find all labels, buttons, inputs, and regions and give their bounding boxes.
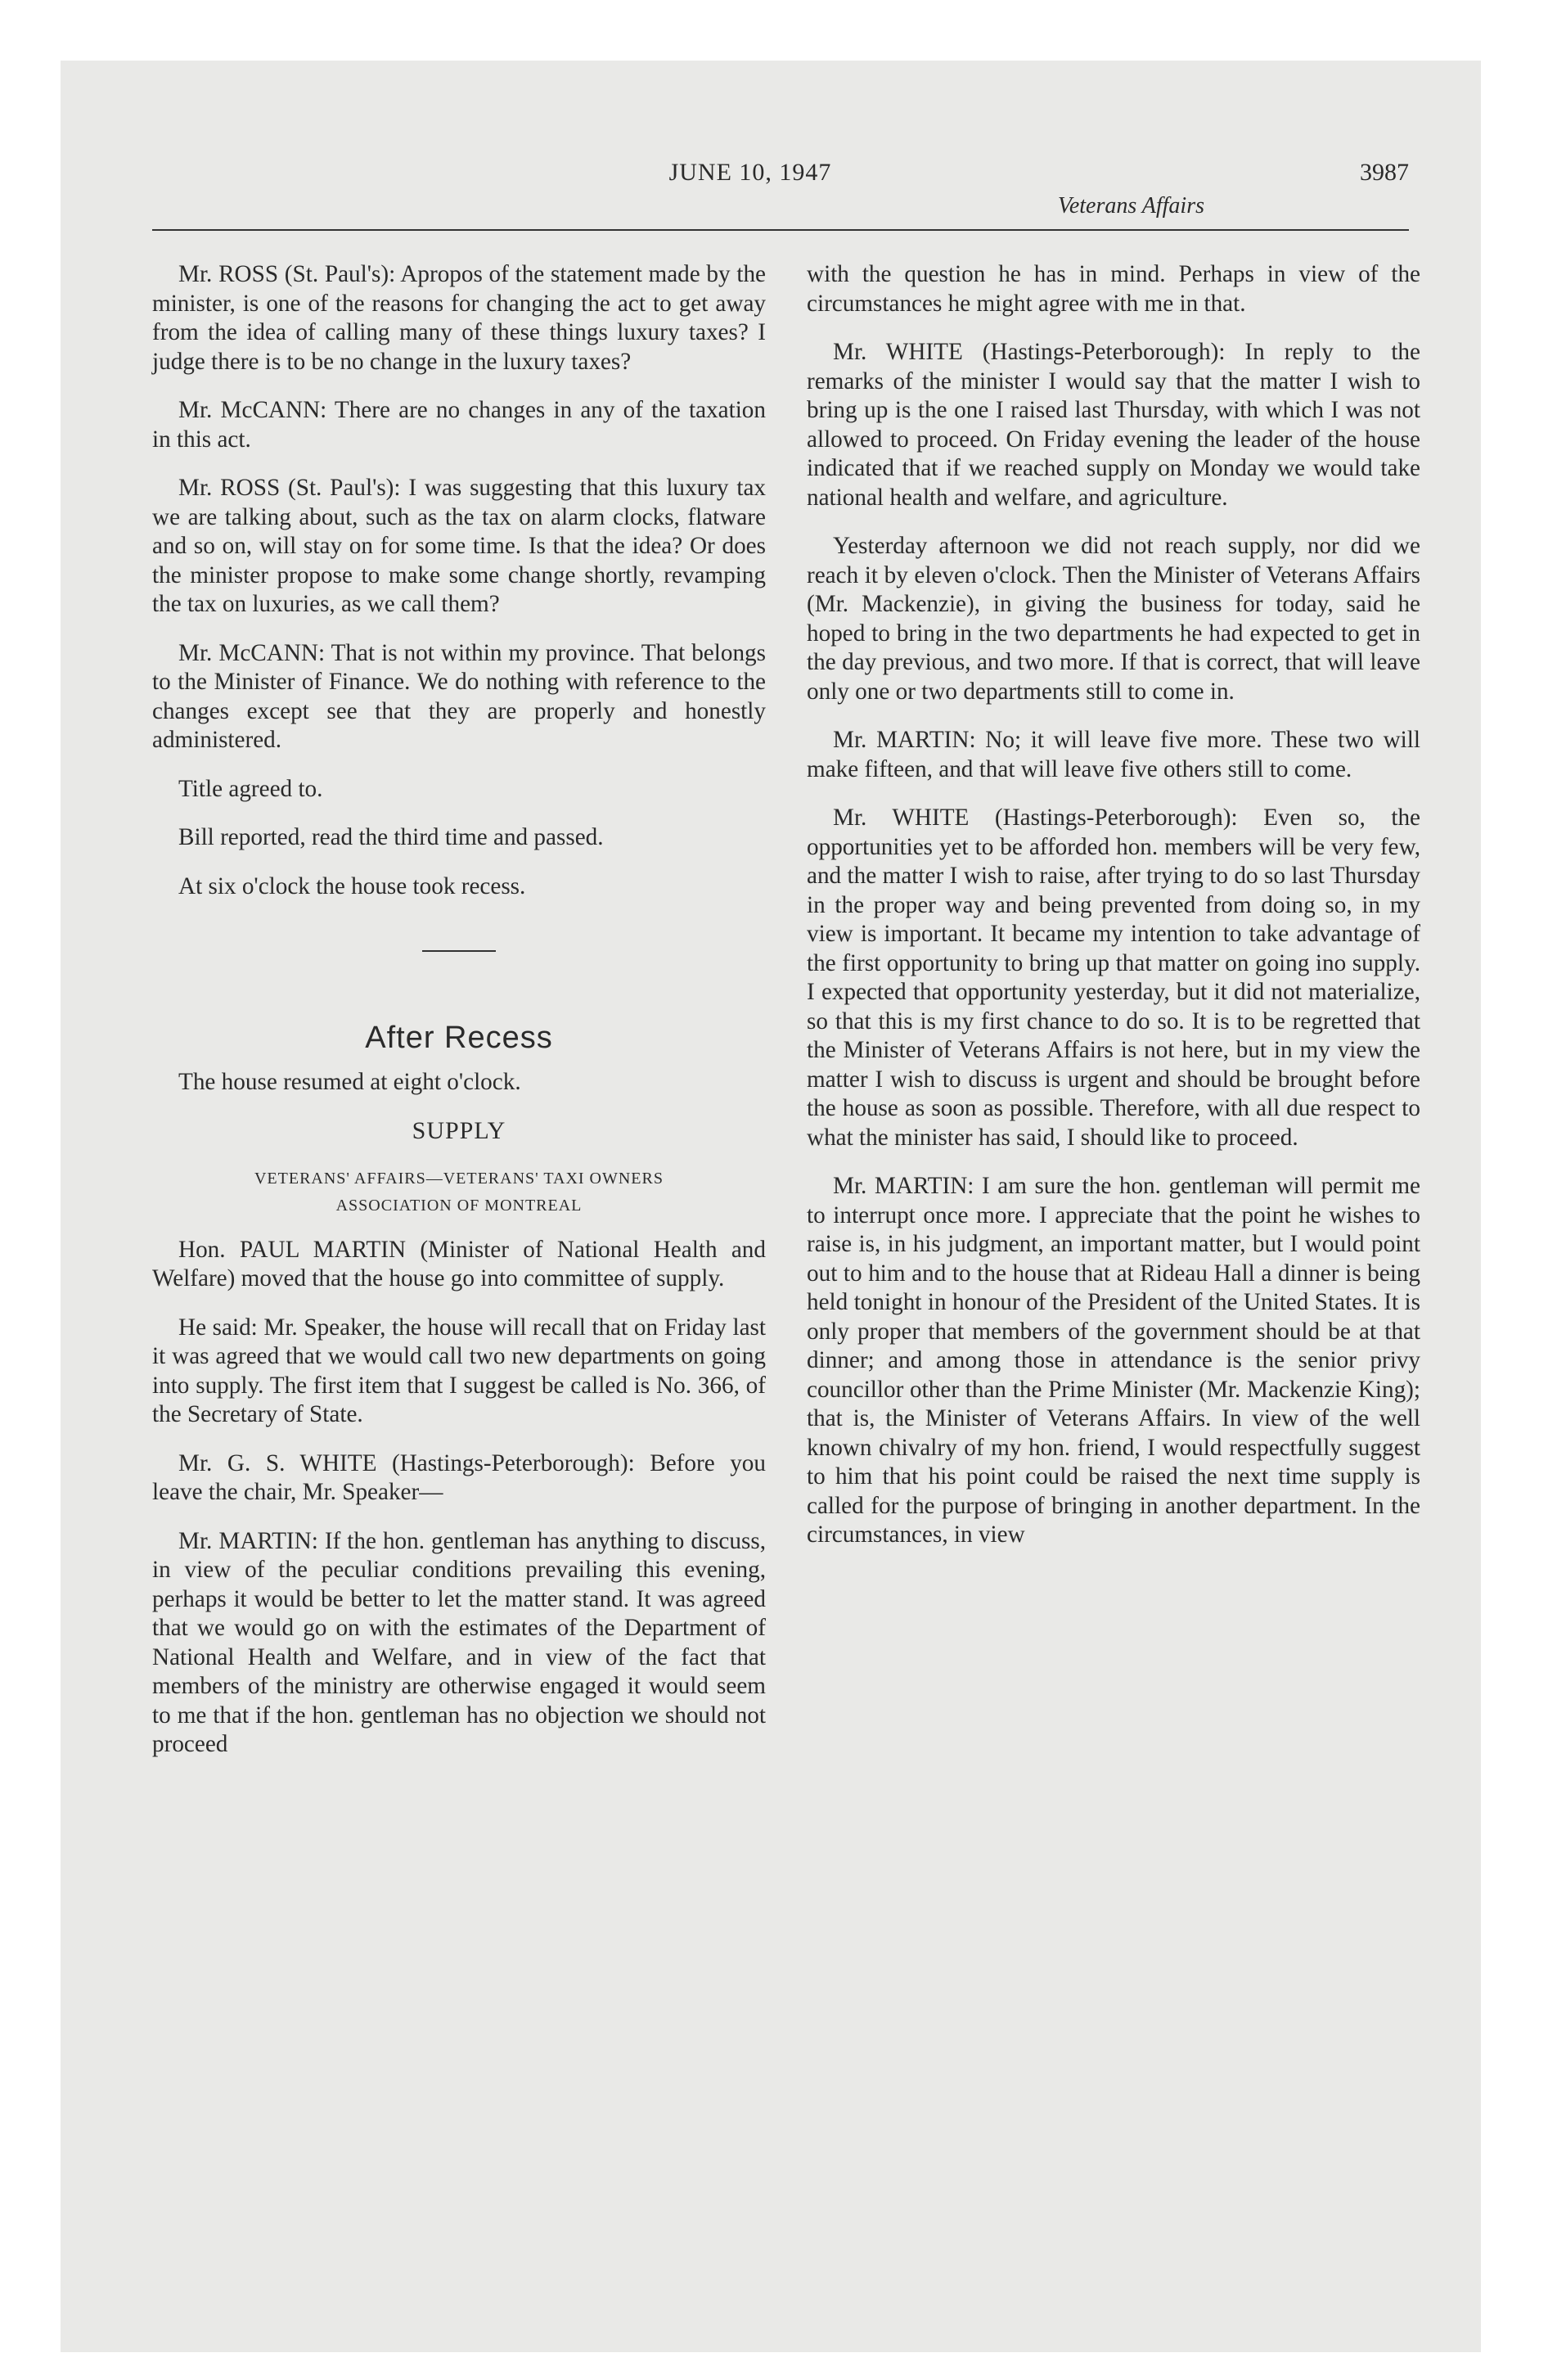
paragraph: Mr. MARTIN: No; it will leave five more. These two will make fifteen, and that will leave five others still to come. (807, 727, 1420, 782)
paragraph: Title agreed to. (178, 775, 323, 802)
heading-after-recess: After Recess (365, 1021, 553, 1055)
header-section: Veterans Affairs (1057, 193, 1204, 219)
left-column (152, 260, 766, 1779)
paragraph: Mr. G. S. WHITE (Hastings-Peterborough): Before you leave the chair, Mr. Speaker— (152, 1449, 766, 1505)
paragraph: Mr. ROSS (St. Paul's): I was suggesting that this luxury tax we are talking about, such as the tax on alarm clocks, flatware and so on, will stay on for some time. Is that the idea? Or does the minister propose to make some change shortly, revamping the tax on luxuries, as we call them? (152, 475, 766, 617)
heading-supply: SUPPLY (412, 1117, 506, 1144)
page-header (92, 152, 1409, 226)
paragraph: Mr. McCANN: That is not within my province. That belongs to the Minister of Finance. We do nothing with reference to the changes except see that they are properly and honestly administered. (152, 639, 766, 753)
subheading-line: ASSOCIATION OF MONTREAL (335, 1196, 583, 1215)
paragraph: Yesterday afternoon we did not reach supply, nor did we reach it by eleven o'clock. Then the Minister of Veterans Affairs (Mr. Mackenzie), in giving the business for today, said he hoped to bring in the two departments he had expected to get in the day previous, and two more. If that is correct, that will leave only one or two departments still to come in. (807, 533, 1420, 705)
paragraph: with the question he has in mind. Perhaps in view of the circumstances he might agree with me in that. (807, 261, 1420, 317)
paragraph: He said: Mr. Speaker, the house will recall that on Friday last it was agreed that we would call two new departments on going into supply. The first item that I suggest be called is No. 366, of the Secretary of State. (152, 1314, 766, 1427)
paragraph: Mr. MARTIN: If the hon. gentleman has anything to discuss, in view of the peculiar conditions prevailing this evening, perhaps it would be better to let the matter stand. It was agreed that we would go on with the estimates of the Department of National Health and Welfare, and in view of the fact that members of the ministry are otherwise engaged it would seem to me that if the hon. gentleman has no objection we should not proceed (152, 1527, 766, 1757)
subheading-line: VETERANS' AFFAIRS—VETERANS' TAXI OWNERS (254, 1169, 664, 1188)
header-date: JUNE 10, 1947 (668, 159, 832, 186)
paragraph: Bill reported, read the third time and passed. (178, 824, 604, 850)
paragraph: Mr. MARTIN: I am sure the hon. gentleman will permit me to interrupt once more. I appreciate that the point he wishes to raise is, in his judgment, an important matter, but I would point out to him and to the house that at Rideau Hall a dinner is being held tonight in honour of the President of the United States. It is only proper that members of the government should be at that dinner; and among those in attendance is the senior privy councillor other than the Prime Minister (Mr. Mackenzie King); that is, the Minister of Veterans Affairs. In view of the well known chivalry of my hon. friend, I would respectfully suggest to him that his point could be raised the next time supply is called for the purpose of bringing in another department. In the circumstances, in view (807, 1173, 1420, 1548)
subheading (152, 1165, 766, 1219)
paragraph: Mr. ROSS (St. Paul's): Apropos of the statement made by the minister, is one of the reasons for changing the act to get away from the idea of calling many of these things luxury taxes? I judge there is to be no change in the luxury taxes? (152, 261, 766, 375)
page-number: 3987 (1360, 159, 1409, 186)
paragraph: Mr. WHITE (Hastings-Peterborough): Even so, the opportunities yet to be afforded hon. members will be very few, and the matter I wish to raise, after trying to do so last Thursday in the proper way and being prevented from doing so, in my view is important. It became my intention to take advantage of the first opportunity to bring up that matter on going ino supply. I expected that opportunity yesterday, but it did not materialize, so that this is my first chance to do so. It is to be regretted that the Minister of Veterans Affairs is not here, but in my view the matter I wish to discuss is urgent and should be brought before the house as soon as possible. Therefore, with all due respect to what the minister has said, I should like to proceed. (807, 805, 1420, 1151)
paragraph: Hon. PAUL MARTIN (Minister of National Health and Welfare) moved that the house go into committee of supply. (152, 1236, 766, 1291)
paragraph: The house resumed at eight o'clock. (178, 1068, 521, 1095)
header-rule (152, 229, 1409, 231)
paragraph: At six o'clock the house took recess. (178, 872, 526, 899)
right-column (807, 260, 1420, 1570)
section-divider (422, 950, 496, 952)
paragraph: Mr. WHITE (Hastings-Peterborough): In reply to the remarks of the minister I would say that the matter I wish to bring up is the one I raised last Thursday, with which I was not allowed to proceed. On Friday evening the leader of the house indicated that if we reached supply on Monday we would take national health and welfare, and agriculture. (807, 339, 1420, 511)
paragraph: Mr. McCANN: There are no changes in any of the taxation in this act. (152, 397, 766, 453)
